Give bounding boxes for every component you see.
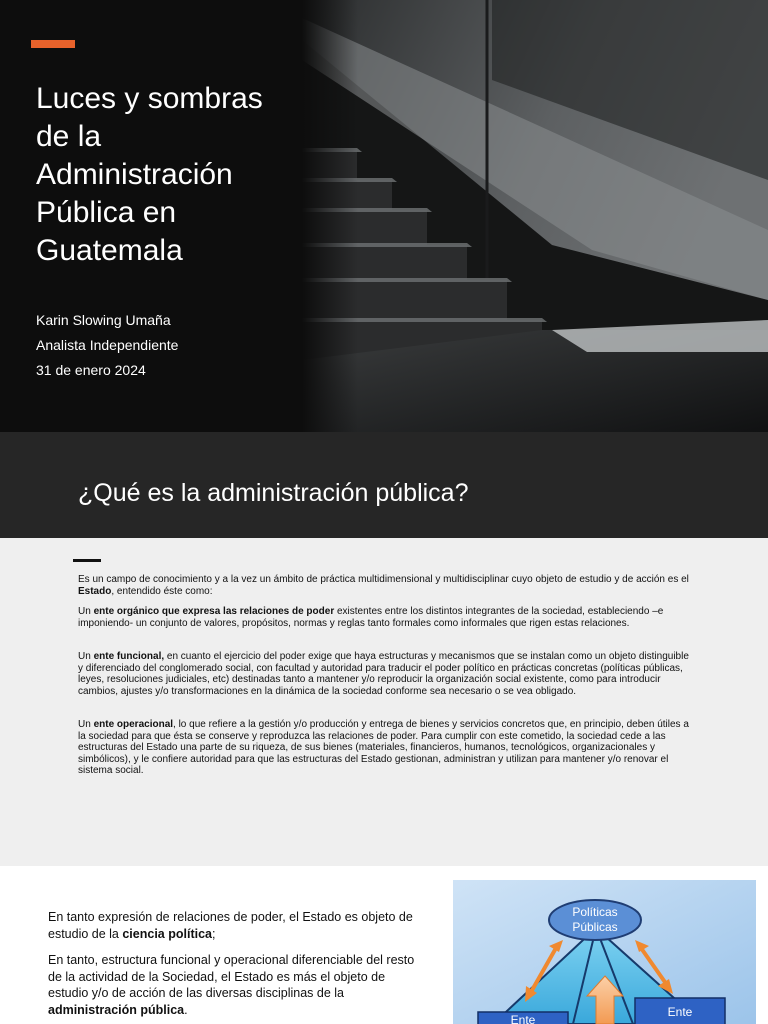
- functional-entity-paragraph: Un ente funcional, en cuanto el ejercicio del poder exige que haya estructuras y mecanismos que se instalan como un objeto distinguible y diferenciado del conglomerado social, con facultad y autoridad para traducir el poder político en prácticas concretas (políticas públicas, leyes, resoluciones judiciales, etc) destinadas tanto a mantener y/o reproducir la organización social existente, como para introducir cambios, ajustes y/o transformaciones en la dinámica de la sociedad conforme sea necesario o se vea obligado.: [78, 651, 689, 697]
- author-name: Karin Slowing Umaña: [36, 312, 171, 328]
- public-administration-paragraph: En tanto, estructura funcional y operacional diferenciable del resto de la actividad de la Sociedad, el Estado es más el objeto de estudio y/o de acción de las diversas disciplinas de la administración pública.: [48, 953, 415, 1017]
- presentation-date: 31 de enero 2024: [36, 362, 146, 378]
- state-study-slide: [0, 866, 768, 1024]
- presentation-title: Luces y sombras de la Administración Pública en Guatemala: [36, 82, 263, 267]
- svg-text:Ente: Ente: [667, 1005, 693, 1019]
- state-diagram: [453, 880, 756, 1024]
- definition-text: [78, 574, 690, 786]
- title-slide: [0, 0, 768, 432]
- svg-text:Ente: Ente: [510, 1013, 536, 1024]
- section-title: ¿Qué es la administración pública?: [78, 479, 469, 507]
- svg-text:Públicas: Públicas: [572, 920, 618, 934]
- divider-bar: [73, 559, 101, 562]
- svg-text:Políticas: Políticas: [572, 905, 618, 919]
- author-role: Analista Independiente: [36, 337, 179, 353]
- staircase-photo: [302, 0, 768, 432]
- accent-bar: [31, 40, 75, 48]
- political-science-paragraph: En tanto expresión de relaciones de poder, el Estado es objeto de estudio de la ciencia política;: [48, 910, 413, 941]
- presenter-info: [36, 308, 178, 383]
- state-study-text: [48, 909, 418, 1024]
- intro-paragraph: Es un campo de conocimiento y a la vez un ámbito de práctica multidimensional y multidisciplinar cuyo objeto de estudio y de acción es el Estado, entendido éste como:: [78, 574, 689, 597]
- organic-entity-paragraph: Un ente orgánico que expresa las relaciones de poder existentes entre los distintos integrantes de la sociedad, estableciendo –e imponiendo- un conjunto de valores, propósitos, normas y reglas tanto formales como informales que rigen estas relaciones.: [78, 606, 664, 629]
- operational-entity-paragraph: Un ente operacional, lo que refiere a la gestión y/o producción y entrega de bienes y servicios concretos que, en principio, deben útiles a la sociedad para que ésta se conserve y reproduzca las relaciones de poder. Para cumplir con este cometido, la sociedad cede a las estructuras del Estado una parte de su riqueza, de sus bienes (materiales, financieros, humanos, tecnológicos, organizacionales y simbólicos), y le confiere autoridad para que las estructuras del Estado gestionan, administran y utilizan para mantener y/o renovar el sistema social.: [78, 719, 689, 776]
- definition-slide: [0, 538, 768, 866]
